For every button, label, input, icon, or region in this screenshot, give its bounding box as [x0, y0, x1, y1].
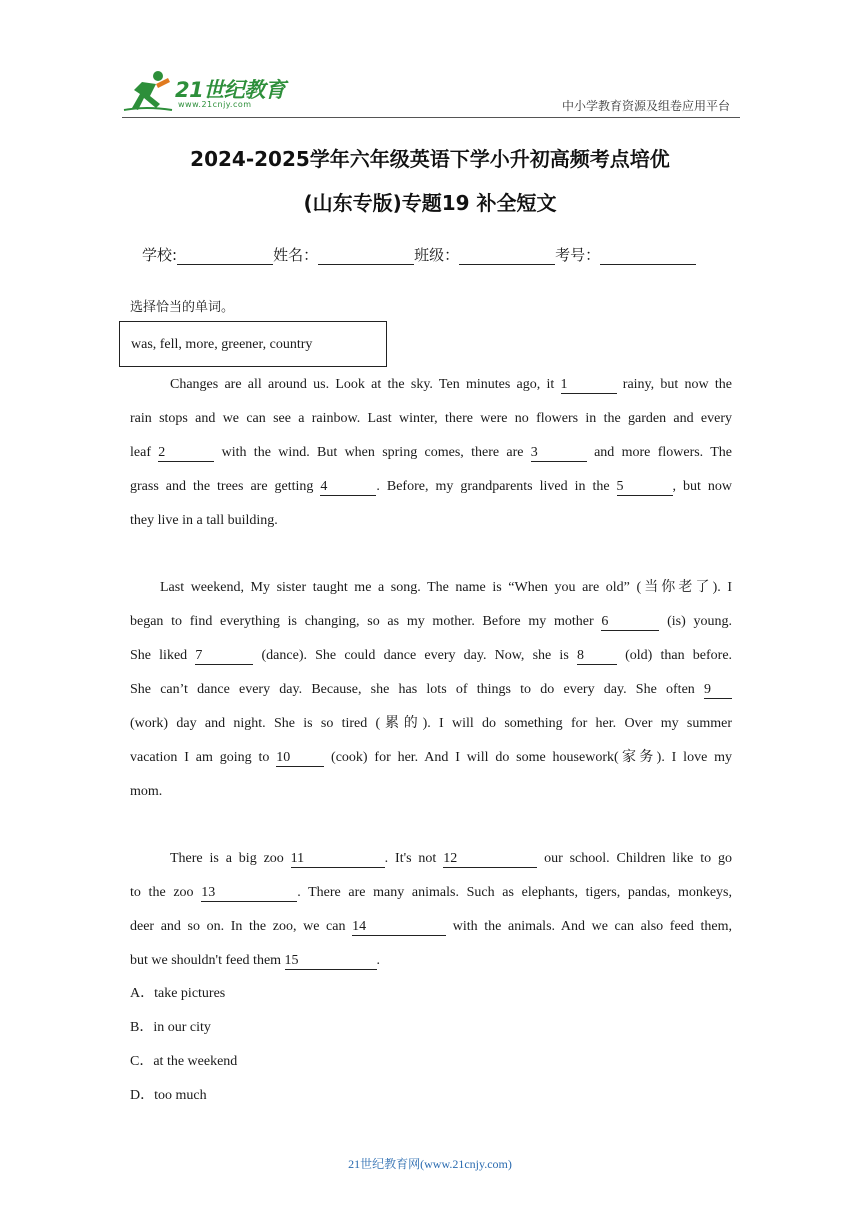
- passage-text: with the wind. But when spring comes, there are: [221, 445, 524, 460]
- passage-text: began to find everything is changing, so as my mother. Before my mother: [130, 614, 594, 629]
- passage-text: (is) young.: [667, 614, 732, 629]
- passage-text: they live in a tall building.: [130, 513, 278, 528]
- passage-text: . There are many animals. Such as elephants, tigers, pandas, monkeys,: [297, 885, 732, 900]
- blank-12[interactable]: 12: [443, 851, 537, 868]
- passage-text: leaf: [130, 445, 151, 460]
- passage-text: rain stops and we can see a rainbow. Last winter, there were no flowers in the garden and every: [130, 411, 732, 426]
- blank-7[interactable]: 7: [195, 648, 253, 665]
- passage-text: rainy, but now the: [622, 377, 732, 392]
- blank-13[interactable]: 13: [201, 885, 297, 902]
- blank-3[interactable]: 3: [531, 445, 587, 462]
- blank-6[interactable]: 6: [601, 614, 659, 631]
- word-bank-box: [119, 321, 387, 367]
- passage-text: . It's not: [384, 851, 437, 866]
- passage-text: our school. Children like to go: [544, 851, 733, 866]
- blank-10[interactable]: 10: [276, 750, 324, 767]
- logo-url: www.21cnjy.com: [178, 100, 252, 109]
- footer-link[interactable]: 21世纪教育网(www.21cnjy.com): [348, 1157, 512, 1171]
- blank-5[interactable]: 5: [617, 479, 673, 496]
- school-field[interactable]: [177, 246, 273, 265]
- blank-4[interactable]: 4: [320, 479, 376, 496]
- name-label: 姓名：: [273, 246, 319, 264]
- class-label: 班级：: [414, 246, 460, 264]
- option-d[interactable]: D．too much: [130, 1088, 207, 1103]
- passage-1: [130, 368, 732, 538]
- option-c[interactable]: C．at the weekend: [130, 1054, 238, 1069]
- passage-text: She can’t dance every day. Because, she has lots of things to do every day. She often: [130, 682, 695, 697]
- passage-text: Last weekend, My sister taught me a song. The name is “When you are old” (当你老了). I: [160, 580, 732, 595]
- student-info-row: [142, 244, 696, 265]
- blank-11[interactable]: 11: [291, 851, 385, 868]
- document-title: 2024-2025学年六年级英语下学小升初高频考点培优: [190, 147, 670, 171]
- number-field[interactable]: [600, 246, 696, 265]
- option-a[interactable]: A．take pictures: [130, 986, 226, 1001]
- answer-options: [130, 977, 237, 1113]
- platform-name: 中小学教育资源及组卷应用平台: [561, 99, 730, 113]
- passage-text: (cook) for her. And I will do some housework(家务). I love my: [331, 750, 733, 765]
- passage-text: with the animals. And we can also feed them,: [452, 919, 732, 934]
- name-field[interactable]: [318, 246, 414, 265]
- number-label: 考号：: [555, 246, 601, 264]
- blank-8[interactable]: 8: [577, 648, 617, 665]
- passage-2: [130, 571, 732, 809]
- blank-2[interactable]: 2: [158, 445, 214, 462]
- runner-logo-icon: [122, 70, 174, 114]
- passage-text: Changes are all around us. Look at the sky. Ten minutes ago, it: [170, 377, 555, 392]
- passage-text: .: [376, 953, 381, 968]
- word-bank: was, fell, more, greener, country: [131, 337, 313, 352]
- passage-text: to the zoo: [130, 885, 194, 900]
- passage-text: , but now: [672, 479, 733, 494]
- passage-text: (old) than before.: [625, 648, 733, 663]
- blank-14[interactable]: 14: [352, 919, 446, 936]
- passage-text: (work) day and night. She is so tired (累的). I will do something for her. Over my summer: [130, 716, 732, 731]
- blank-9[interactable]: 9: [704, 682, 732, 699]
- passage-text: but we shouldn't feed them: [130, 953, 282, 968]
- blank-1[interactable]: 1: [561, 377, 617, 394]
- passage-text: grass and the trees are getting: [130, 479, 314, 494]
- class-field[interactable]: [459, 246, 555, 265]
- passage-text: and more flowers. The: [594, 445, 733, 460]
- blank-15[interactable]: 15: [285, 953, 377, 970]
- instruction: 选择恰当的单词。: [130, 300, 235, 315]
- passage-3: [130, 842, 732, 978]
- logo-text: 21世纪教育: [175, 78, 286, 102]
- passage-text: She liked: [130, 648, 188, 663]
- passage-text: deer and so on. In the zoo, we can: [130, 919, 346, 934]
- header-divider: [122, 117, 740, 118]
- passage-text: (dance). She could dance every day. Now, she is: [261, 648, 569, 663]
- passage-text: There is a big zoo: [170, 851, 284, 866]
- option-b[interactable]: B．in our city: [130, 1020, 211, 1035]
- passage-text: mom.: [130, 784, 163, 799]
- site-logo: [122, 70, 292, 114]
- passage-text: vacation I am going to: [130, 750, 270, 765]
- school-label: 学校:: [142, 246, 178, 264]
- passage-text: . Before, my grandparents lived in the: [376, 479, 610, 494]
- document-subtitle: (山东专版)专题19 补全短文: [303, 191, 557, 215]
